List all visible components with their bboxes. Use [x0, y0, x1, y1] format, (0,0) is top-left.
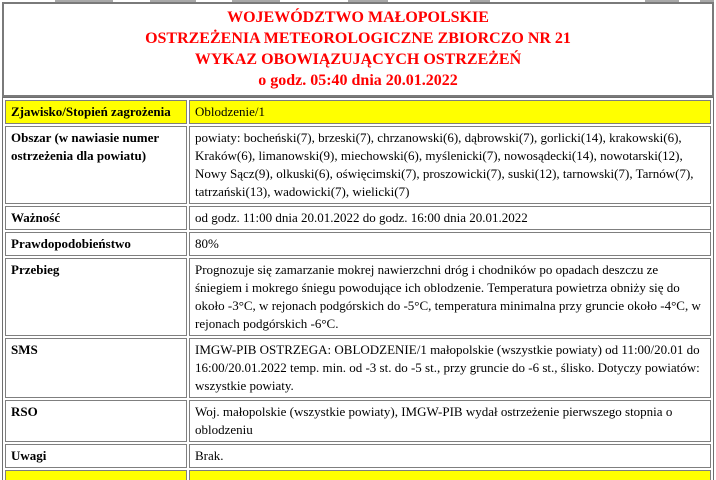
row-label: Uwagi — [5, 444, 187, 468]
row-label: Przebieg — [5, 258, 187, 336]
row-prawdopodobienstwo — [5, 232, 711, 256]
row-label: Prawdopodobieństwo — [5, 232, 187, 256]
row-uwagi — [5, 444, 711, 468]
row-value: 80% — [189, 232, 711, 256]
row-rso — [5, 400, 711, 442]
row-label: Ważność — [5, 206, 187, 230]
header-province-line: WOJEWÓDZTWO MAŁOPOLSKIE — [227, 9, 489, 26]
row-label: RSO — [5, 400, 187, 442]
row-value: Oblodzenie/1 — [189, 100, 711, 124]
row-waznosc — [5, 206, 711, 230]
bulletin-header — [2, 2, 714, 97]
row-przebieg — [5, 258, 711, 336]
row-obszar — [5, 126, 711, 204]
row-value: od godz. 11:00 dnia 20.01.2022 do godz. 16:00 dnia 20.01.2022 — [189, 206, 711, 230]
header-bulletin-number-line: OSTRZEŻENIA METEOROLOGICZNE ZBIORCZO NR 21 — [145, 30, 571, 47]
row-label: Zjawisko/Stopień zagrożenia — [5, 100, 187, 124]
row-value: Prognozuje się zamarzanie mokrej nawierzchni dróg i chodników po opadach deszczu ze śniegiem i mokrego śniegu powodujące ich oblodzenie. Temperatura powietrza obniży się do około -3°C, w rejonach podgórskich do -5°C, temperatura minimalna przy gruncie około -4°C, w rejonach podgórskich -6°C. — [189, 258, 711, 336]
partial-next-row-value-cell — [189, 470, 711, 480]
row-label: Obszar (w nawiasie numer ostrzeżenia dla powiatu) — [5, 126, 187, 204]
row-value: Woj. małopolskie (wszystkie powiaty), IMGW-PIB wydał ostrzeżenie pierwszego stopnia o oblodzeniu — [189, 400, 711, 442]
row-sms — [5, 338, 711, 398]
row-value: Brak. — [189, 444, 711, 468]
row-value: powiaty: bocheński(7), brzeski(7), chrzanowski(6), dąbrowski(7), gorlicki(14), krakowski(6), Kraków(6), limanowski(9), miechowski(6), myślenicki(7), nowosądecki(14), nowotarski(12), Nowy Sącz(9), olkuski(6), oświęcimski(7), proszowicki(7), suski(12), tarnowski(7), Tarnów(7), tatrzański(13), wadowicki(7), wielicki(7) — [189, 126, 711, 204]
header-issue-time-line: o godz. 05:40 dnia 20.01.2022 — [258, 72, 458, 89]
header-list-title-line: WYKAZ OBOWIĄZUJĄCYCH OSTRZEŻEŃ — [194, 51, 522, 68]
row-label: SMS — [5, 338, 187, 398]
row-zjawisko — [5, 100, 711, 124]
partial-next-row — [5, 470, 711, 480]
row-value: IMGW-PIB OSTRZEGA: OBLODZENIE/1 małopolskie (wszystkie powiaty) od 11:00/20.01 do 16:00/20.01.2022 temp. min. od -3 st. do -5 st., przy gruncie do -6 st., ślisko. Dotyczy powiatów: wszystkie powiaty. — [189, 338, 711, 398]
partial-next-row-label-cell — [5, 470, 187, 480]
warning-table — [2, 97, 714, 480]
